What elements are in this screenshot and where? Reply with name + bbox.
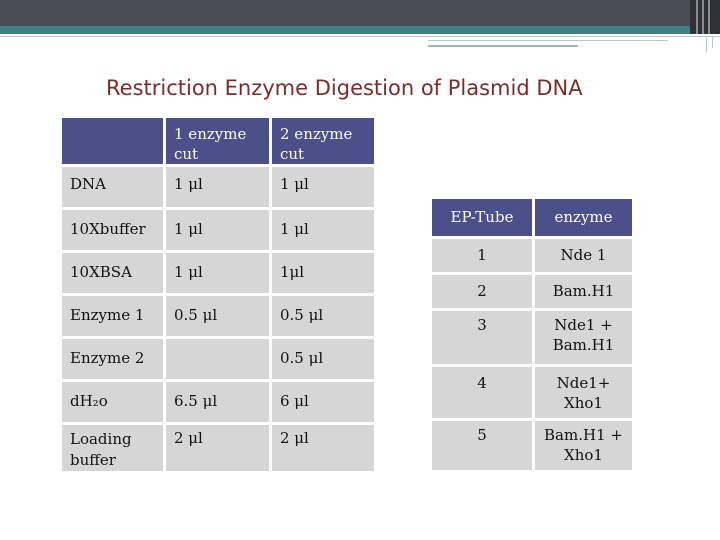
table-row — [62, 425, 377, 474]
divider — [696, 0, 698, 34]
rule — [0, 36, 720, 37]
top-banner — [0, 0, 720, 26]
tube-number: 4 — [432, 367, 535, 421]
row-label: DNA — [62, 167, 166, 210]
enzyme-name: Bam.H1 + Xho1 — [535, 421, 635, 473]
cell: 1μl — [272, 253, 377, 296]
corner-block — [690, 0, 720, 34]
enzyme-name: Nde1 + Bam.H1 — [535, 311, 635, 367]
cell: 1 μl — [272, 167, 377, 210]
table-row — [432, 311, 635, 367]
tube-number: 5 — [432, 421, 535, 473]
table-row — [432, 275, 635, 311]
cell: 6.5 μl — [166, 382, 272, 425]
header-cell — [62, 118, 166, 167]
row-label: dH₂o — [62, 382, 166, 425]
accent-band — [0, 26, 720, 34]
table-row — [62, 339, 377, 382]
cell: 1 μl — [272, 210, 377, 253]
cell: 0.5 μl — [166, 296, 272, 339]
tube-number: 3 — [432, 311, 535, 367]
header-cell: EP-Tube — [432, 199, 535, 239]
table-row — [62, 296, 377, 339]
tube-number: 1 — [432, 239, 535, 275]
table-row — [432, 421, 635, 473]
enzyme-name: Nde 1 — [535, 239, 635, 275]
rule — [428, 40, 668, 41]
divider — [702, 0, 704, 34]
tube-table — [432, 199, 635, 473]
table-row — [432, 239, 635, 275]
cell: 2 μl — [272, 425, 377, 474]
row-label: Enzyme 2 — [62, 339, 166, 382]
table-row — [62, 210, 377, 253]
enzyme-name: Bam.H1 — [535, 275, 635, 311]
divider — [708, 0, 710, 34]
enzyme-name: Nde1+ Xho1 — [535, 367, 635, 421]
tube-number: 2 — [432, 275, 535, 311]
header-cell: enzyme — [535, 199, 635, 239]
rule — [706, 36, 707, 52]
rule — [428, 45, 578, 47]
header-cell: 2 enzyme cut — [272, 118, 377, 167]
cell: 1 μl — [166, 167, 272, 210]
cell: 1 μl — [166, 253, 272, 296]
row-label: 10XBSA — [62, 253, 166, 296]
table-header-row — [62, 118, 377, 167]
reagent-table — [62, 118, 377, 474]
table-row — [432, 367, 635, 421]
rule — [712, 36, 713, 48]
row-label: Loading buffer — [62, 425, 166, 474]
cell: 6 μl — [272, 382, 377, 425]
cell: 0.5 μl — [272, 296, 377, 339]
cell: 1 μl — [166, 210, 272, 253]
header-cell: 1 enzyme cut — [166, 118, 272, 167]
table-row — [62, 167, 377, 210]
cell: 2 μl — [166, 425, 272, 474]
table-row — [62, 253, 377, 296]
table-row — [62, 382, 377, 425]
cell — [166, 339, 272, 382]
table-header-row — [432, 199, 635, 239]
row-label: 10Xbuffer — [62, 210, 166, 253]
slide-title: Restriction Enzyme Digestion of Plasmid DNA — [106, 76, 583, 100]
cell: 0.5 μl — [272, 339, 377, 382]
row-label: Enzyme 1 — [62, 296, 166, 339]
